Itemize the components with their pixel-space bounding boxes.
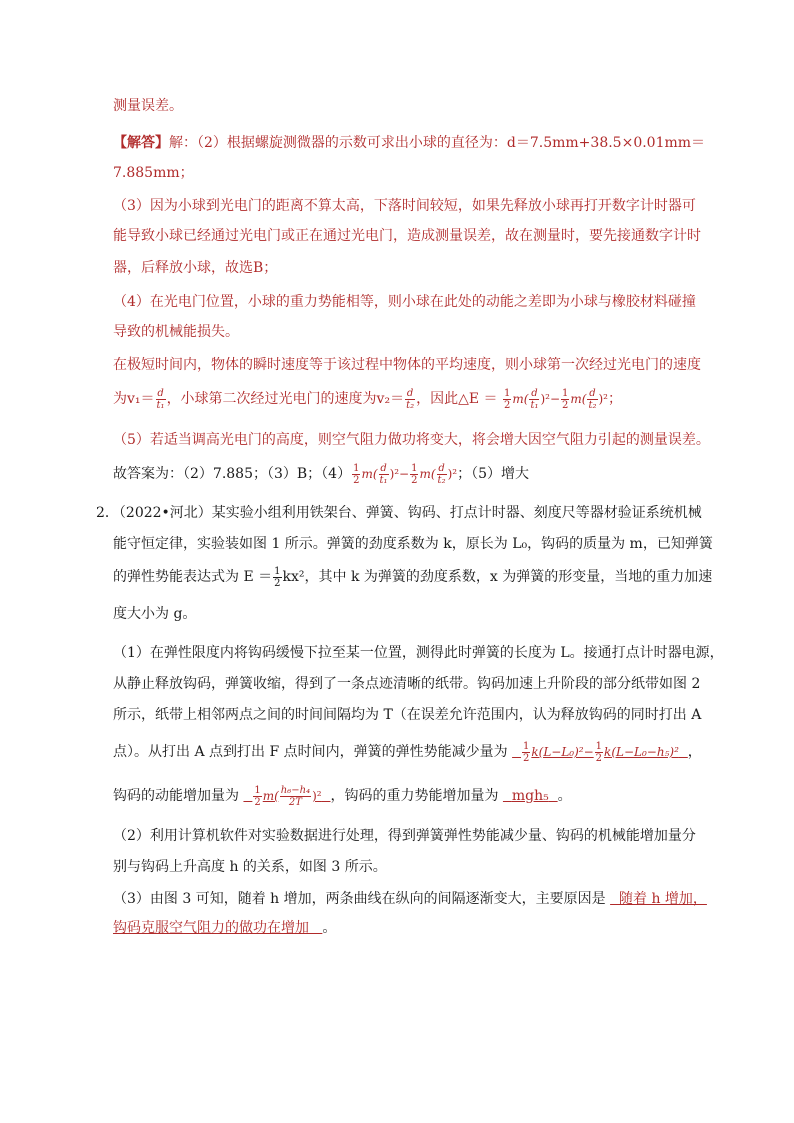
solution-line: 导致的机械能损失。 xyxy=(113,324,239,340)
solution-line: （5）若适当调高光电门的高度，则空气阻力做功将变大，将会增大因空气阻力引起的测量误差。 xyxy=(113,432,710,448)
answer-tag: 【解答】 xyxy=(113,135,169,151)
final-answer-line xyxy=(113,462,529,486)
solution-line: 器，后释放小球，故选B； xyxy=(113,260,278,276)
question-line: 从静止释放钩码，弹簧收缩，得到了一条点迹清晰的纸带。钩码加速上升阶段的部分纸带如图 2 xyxy=(113,676,701,692)
fraction: $\frac{d}{\text{t₁}}$ xyxy=(379,462,388,486)
fraction: $\frac{d}{\text{t₂}}$ xyxy=(588,387,597,411)
fraction: $\frac{1}{2}$ xyxy=(274,565,281,589)
fraction: $\frac{1}{2}$ xyxy=(595,740,603,764)
blank-answer: 钩码克服空气阻力的做功在增加 xyxy=(113,920,309,936)
question-line: 能守恒定律，实验装如图 1 所示。弹簧的劲度系数为 k，原长为 L₀，钩码的质量为 m，已知弹簧 xyxy=(113,536,713,552)
fraction: $\frac{1}{2}$ xyxy=(254,784,261,808)
question-line: 所示，纸带上相邻两点之间的时间间隔均为 T（在误差允许范围内，认为释放钩码的同时打出 A xyxy=(113,707,702,723)
question-line: （3）由图 3 可知，随着 h 增加，两条曲线在纵向的间隔逐渐变大，主要原因是 随着 h 增加， xyxy=(113,891,707,907)
question-line: 度大小为 g。 xyxy=(113,606,197,622)
fraction: $\frac{1}{2}$ xyxy=(411,462,418,486)
question-line: 点）。从打出 A 点到打出 F 点时间内，弹簧的弹性势能减少量为 $\frac{1}{2}$ k(L−L₀)²− $\frac{1}{2}$ k(L−L₀−h₅)² ， xyxy=(113,740,702,764)
solution-line: 能导致小球已经通过光电门或正在通过光电门，造成测量误差，故在测量时，要先接通数字计时 xyxy=(113,228,701,244)
solution-line: 7.885mm； xyxy=(113,165,194,181)
fraction: $\frac{1}{2}$ xyxy=(504,387,511,411)
solution-text: 为v₁＝ xyxy=(113,391,155,407)
question-line: 钩码克服空气阻力的做功在增加 。 xyxy=(113,920,337,936)
solution-line: 测量误差。 xyxy=(113,98,183,114)
solution-text: 故答案为：（2）7.885；（3）B；（4） xyxy=(113,466,352,482)
solution-text: 解：（2）根据螺旋测微器的示数可求出小球的直径为：d＝7.5mm+38.5×0.01mm＝ xyxy=(169,135,706,151)
solution-text: ；（5）增大 xyxy=(457,466,529,482)
question-line: 2．（2022•河北）某实验小组利用铁架台、弹簧、钩码、打点计时器、刻度尺等器材验证系统机械 xyxy=(96,505,702,521)
blank-answer: 随着 h 增加， xyxy=(619,891,707,907)
question-line: （1）在弹性限度内将钩码缓慢下拉至某一位置，测得此时弹簧的长度为 L。接通打点计时器电源， xyxy=(113,645,724,661)
solution-line: （3）因为小球到光电门的距离不算太高，下落时间较短，如果先释放小球再打开数字计时器可 xyxy=(113,198,696,214)
fraction: $\frac{d}{\text{t₂}}$ xyxy=(437,462,446,486)
fraction: $\frac{d}{\text{t₁}}$ xyxy=(530,387,539,411)
solution-line: 在极短时间内，物体的瞬时速度等于该过程中物体的平均速度，则小球第一次经过光电门的速度 xyxy=(113,357,701,373)
question-line: （2）利用计算机软件对实验数据进行处理，得到弹簧弹性势能减少量、钩码的机械能增加量分 xyxy=(113,828,696,844)
fraction: $\frac{d}{\text{t₂}}$ xyxy=(406,387,415,411)
blank-answer: $\frac{1}{2}$ m( $\frac{\text{h₆−h₄}}{2T}$ )² xyxy=(254,784,322,808)
fraction: $\frac{d}{\text{t₁}}$ xyxy=(156,387,165,411)
fraction: $\frac{1}{2}$ xyxy=(562,387,569,411)
solution-line: （4）在光电门位置，小球的重力势能相等，则小球在此处的动能之差即为小球与橡胶材料碰撞 xyxy=(113,294,696,310)
solution-line xyxy=(113,133,705,153)
fraction: $\frac{1}{2}$ xyxy=(353,462,360,486)
formula: $\frac{1}{2}$ m( $\frac{d}{\text{t₁}}$ )²− $\frac{1}{2}$ m( $\frac{d}{\text{t₂}}$ )² xyxy=(353,462,458,486)
solution-text: ，小球第二次经过光电门的速度为v₂＝ xyxy=(166,391,405,407)
solution-line-velocity: 为v₁＝ $\frac{d}{\text{t₁}}$ ，小球第二次经过光电门的速度为v₂＝ $\frac{d}{\text{t₂}}$ ，因此△E ＝ $\frac{1}{2}$ m( $\frac{d}{\text{t₁}}$ )²− $\frac{1}{2}$ m( $\frac{d}{\text{t₂}}$ )²； xyxy=(113,387,622,411)
question-line: 别与钩码上升高度 h 的关系，如图 3 所示。 xyxy=(113,859,387,875)
question-line: 的弹性势能表达式为 E ＝ $\frac{1}{2}$ kx²，其中 k 为弹簧的劲度系数，x 为弹簧的形变量，当地的重力加速 xyxy=(113,565,713,589)
blank-answer: mgh₅ xyxy=(511,788,549,804)
solution-text: ，因此△E ＝ xyxy=(416,391,498,407)
blank-answer: $\frac{1}{2}$ k(L−L₀)²− $\frac{1}{2}$ k(L−L₀−h₅)² xyxy=(522,740,679,764)
question-line: 钩码的动能增加量为 $\frac{1}{2}$ m( $\frac{\text{h₆−h₄}}{2T}$ )² ，钩码的重力势能增加量为 mgh₅ 。 xyxy=(113,784,572,808)
fraction: $\frac{1}{2}$ xyxy=(522,740,530,764)
fraction: $\frac{\text{h₆−h₄}}{2T}$ xyxy=(280,784,311,808)
